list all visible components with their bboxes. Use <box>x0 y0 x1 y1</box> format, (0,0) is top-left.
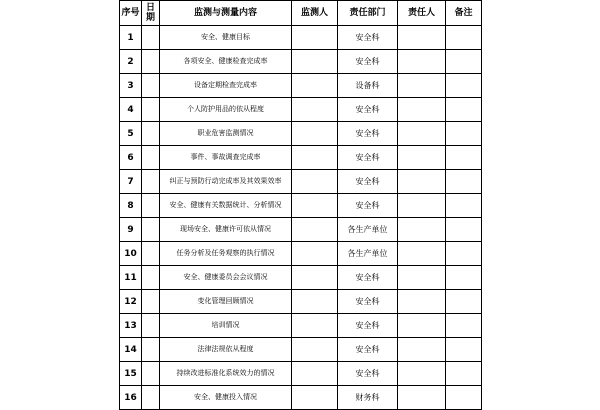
cell-dept: 安全科 <box>338 338 398 362</box>
cell-dept: 各生产单位 <box>338 218 398 242</box>
cell-remark <box>446 26 482 50</box>
cell-dept: 安全科 <box>338 146 398 170</box>
cell-remark <box>446 218 482 242</box>
cell-content: 安全、健康有关数据统计、分析情况 <box>160 194 292 218</box>
cell-content: 职业危害监测情况 <box>160 122 292 146</box>
cell-monitor <box>292 146 338 170</box>
cell-dept: 安全科 <box>338 170 398 194</box>
cell-owner <box>398 122 446 146</box>
cell-remark <box>446 98 482 122</box>
cell-owner <box>398 218 446 242</box>
cell-dept: 安全科 <box>338 122 398 146</box>
cell-monitor <box>292 242 338 266</box>
cell-monitor <box>292 122 338 146</box>
monitoring-table-sheet <box>119 0 481 403</box>
cell-seq: 12 <box>120 290 142 314</box>
cell-content: 培训情况 <box>160 314 292 338</box>
cell-dept: 各生产单位 <box>338 242 398 266</box>
cell-date <box>142 290 160 314</box>
cell-owner <box>398 362 446 386</box>
cell-owner <box>398 50 446 74</box>
cell-monitor <box>292 26 338 50</box>
header-remark: 备注 <box>446 1 482 26</box>
cell-content: 现场安全、健康许可依从情况 <box>160 218 292 242</box>
cell-owner <box>398 266 446 290</box>
cell-monitor <box>292 266 338 290</box>
cell-remark <box>446 194 482 218</box>
table-row <box>120 74 482 98</box>
table-row <box>120 170 482 194</box>
cell-monitor <box>292 314 338 338</box>
cell-seq: 8 <box>120 194 142 218</box>
table-body <box>120 26 482 410</box>
cell-monitor <box>292 386 338 410</box>
cell-monitor <box>292 74 338 98</box>
cell-seq: 15 <box>120 362 142 386</box>
cell-monitor <box>292 98 338 122</box>
cell-dept: 安全科 <box>338 266 398 290</box>
header-seq: 序号 <box>120 1 142 26</box>
cell-remark <box>446 290 482 314</box>
cell-remark <box>446 338 482 362</box>
cell-content: 安全、健康委员会会议情况 <box>160 266 292 290</box>
cell-seq: 7 <box>120 170 142 194</box>
table-row <box>120 194 482 218</box>
cell-content: 安全、健康目标 <box>160 26 292 50</box>
cell-content: 持续改进标准化系统效力的情况 <box>160 362 292 386</box>
cell-date <box>142 50 160 74</box>
cell-remark <box>446 74 482 98</box>
table-row <box>120 338 482 362</box>
cell-date <box>142 218 160 242</box>
cell-seq: 16 <box>120 386 142 410</box>
cell-remark <box>446 362 482 386</box>
cell-remark <box>446 314 482 338</box>
cell-date <box>142 338 160 362</box>
cell-owner <box>398 290 446 314</box>
cell-dept: 安全科 <box>338 290 398 314</box>
cell-date <box>142 146 160 170</box>
cell-remark <box>446 146 482 170</box>
cell-owner <box>398 170 446 194</box>
cell-owner <box>398 98 446 122</box>
cell-remark <box>446 50 482 74</box>
header-dept: 责任部门 <box>338 1 398 26</box>
cell-seq: 3 <box>120 74 142 98</box>
cell-date <box>142 194 160 218</box>
table-row <box>120 266 482 290</box>
cell-remark <box>446 386 482 410</box>
cell-monitor <box>292 218 338 242</box>
table-row <box>120 122 482 146</box>
cell-content: 法律法规依从程度 <box>160 338 292 362</box>
table-row <box>120 98 482 122</box>
table-row <box>120 218 482 242</box>
cell-seq: 9 <box>120 218 142 242</box>
cell-dept: 安全科 <box>338 50 398 74</box>
cell-content: 设备定期检查完成率 <box>160 74 292 98</box>
cell-owner <box>398 314 446 338</box>
cell-date <box>142 74 160 98</box>
cell-date <box>142 362 160 386</box>
table-header <box>120 1 482 26</box>
cell-date <box>142 266 160 290</box>
cell-date <box>142 26 160 50</box>
cell-monitor <box>292 194 338 218</box>
cell-content: 安全、健康投入情况 <box>160 386 292 410</box>
table-row <box>120 290 482 314</box>
table-row <box>120 242 482 266</box>
cell-seq: 6 <box>120 146 142 170</box>
cell-seq: 14 <box>120 338 142 362</box>
header-monitor: 监测人 <box>292 1 338 26</box>
cell-seq: 4 <box>120 98 142 122</box>
table-row <box>120 386 482 410</box>
cell-dept: 安全科 <box>338 362 398 386</box>
cell-content: 个人防护用品的依从程度 <box>160 98 292 122</box>
table-row <box>120 50 482 74</box>
cell-owner <box>398 386 446 410</box>
table-row <box>120 26 482 50</box>
cell-monitor <box>292 50 338 74</box>
cell-dept: 安全科 <box>338 194 398 218</box>
cell-dept: 安全科 <box>338 314 398 338</box>
cell-remark <box>446 170 482 194</box>
cell-dept: 财务科 <box>338 386 398 410</box>
cell-date <box>142 242 160 266</box>
cell-content: 事件、事故调查完成率 <box>160 146 292 170</box>
cell-date <box>142 170 160 194</box>
cell-seq: 1 <box>120 26 142 50</box>
table-row <box>120 146 482 170</box>
cell-content: 变化管理回顾情况 <box>160 290 292 314</box>
cell-seq: 10 <box>120 242 142 266</box>
cell-dept: 设备科 <box>338 74 398 98</box>
cell-seq: 2 <box>120 50 142 74</box>
cell-monitor <box>292 338 338 362</box>
cell-date <box>142 314 160 338</box>
table-row <box>120 314 482 338</box>
cell-owner <box>398 242 446 266</box>
cell-date <box>142 386 160 410</box>
header-owner: 责任人 <box>398 1 446 26</box>
cell-date <box>142 122 160 146</box>
cell-monitor <box>292 362 338 386</box>
cell-seq: 5 <box>120 122 142 146</box>
cell-monitor <box>292 290 338 314</box>
cell-dept: 安全科 <box>338 26 398 50</box>
table-row <box>120 362 482 386</box>
cell-content: 纠正与预防行动完成率及其效果效率 <box>160 170 292 194</box>
cell-seq: 13 <box>120 314 142 338</box>
header-date: 日期 <box>142 1 160 26</box>
cell-remark <box>446 266 482 290</box>
cell-remark <box>446 122 482 146</box>
cell-seq: 11 <box>120 266 142 290</box>
header-row <box>120 1 482 26</box>
cell-date <box>142 98 160 122</box>
cell-content: 任务分析及任务观察的执行情况 <box>160 242 292 266</box>
cell-remark <box>446 242 482 266</box>
cell-owner <box>398 26 446 50</box>
cell-owner <box>398 146 446 170</box>
cell-owner <box>398 194 446 218</box>
cell-monitor <box>292 170 338 194</box>
cell-owner <box>398 74 446 98</box>
cell-content: 各项安全、健康检查完成率 <box>160 50 292 74</box>
cell-dept: 安全科 <box>338 98 398 122</box>
monitoring-table <box>119 0 482 410</box>
header-content: 监测与测量内容 <box>160 1 292 26</box>
cell-owner <box>398 338 446 362</box>
